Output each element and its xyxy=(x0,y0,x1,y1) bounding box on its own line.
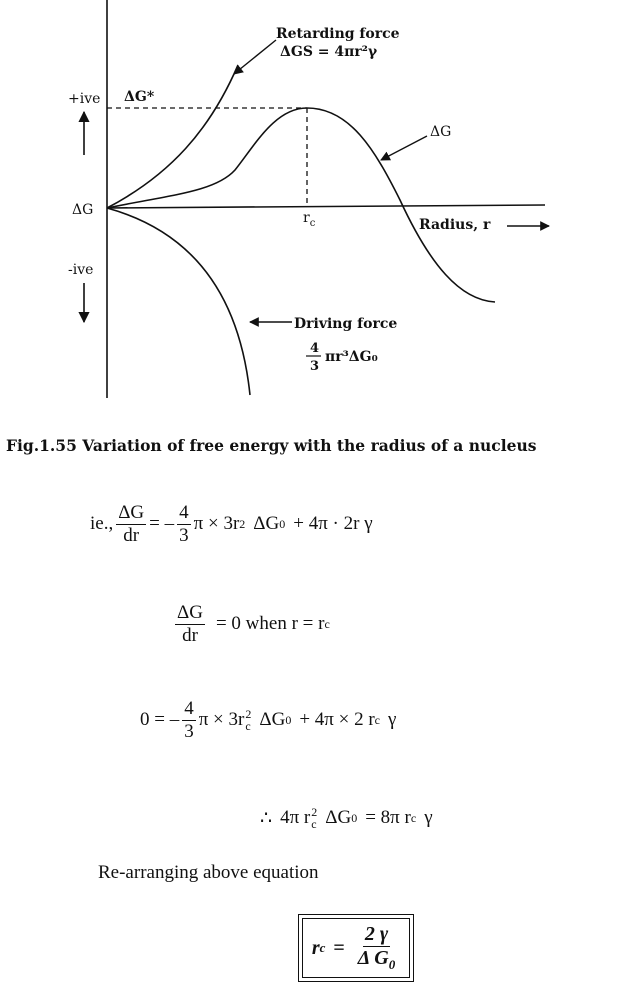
eq3-frac-num: 4 xyxy=(184,698,194,719)
eq4-term4: γ xyxy=(424,807,433,828)
result-den xyxy=(356,947,397,973)
result-lhs-sub: c xyxy=(319,940,326,955)
eq1-fraction xyxy=(177,502,191,547)
free-energy-figure xyxy=(0,0,630,430)
eq4-term2: ΔG xyxy=(325,807,352,828)
eq1-term1: π × 3r xyxy=(193,513,240,535)
eq3-term1-scripts xyxy=(245,708,251,732)
retarding-formula: ΔGS = 4πr²γ xyxy=(280,44,378,60)
eq1-sign: = – xyxy=(149,513,175,535)
eq4-term1-sup: 2 xyxy=(311,805,318,819)
eq1-frac-den: 3 xyxy=(179,524,189,546)
eq2-rest-sub: c xyxy=(324,616,330,631)
equation-4 xyxy=(260,806,433,830)
delta-g-axis-label: ΔG xyxy=(72,202,94,218)
driving-title: Driving force xyxy=(294,316,398,332)
equation-3 xyxy=(140,698,396,743)
eq4-term3: = 8π r xyxy=(365,807,411,828)
plus-label: +ive xyxy=(68,91,101,107)
eq2-fraction xyxy=(175,602,205,647)
rearranging-text: Re-arranging above equation xyxy=(98,862,319,883)
retarding-force-curve xyxy=(107,65,238,208)
retarding-title: Retarding force xyxy=(276,26,400,42)
eq1-lhs-den: dr xyxy=(123,524,140,546)
result-eq: = xyxy=(333,936,345,959)
eq3-term3: + 4π × 2 r xyxy=(299,709,375,731)
eq4-term1: 4π r xyxy=(280,807,311,828)
result-lhs: r xyxy=(311,936,320,959)
eq1-term3: + 4π · 2r γ xyxy=(293,513,373,535)
result-box-inner xyxy=(302,918,410,978)
delta-g-arrow xyxy=(381,136,427,160)
eq4-term1-sub: c xyxy=(311,817,317,831)
eq1-term1-sup: 2 xyxy=(239,516,246,531)
result-num: 2 γ xyxy=(364,923,389,946)
minus-label: -ive xyxy=(68,262,94,278)
eq1-lhs-fraction xyxy=(116,502,146,547)
eq4-term2-sub: 0 xyxy=(351,810,358,825)
delta-g-star-label: ΔG* xyxy=(124,89,155,105)
retarding-arrow xyxy=(234,40,276,74)
driving-frac-den: 3 xyxy=(310,359,320,374)
driving-force-curve xyxy=(107,208,250,395)
eq1-term2-sub: 0 xyxy=(279,516,286,531)
driving-formula: πr³ΔG₀ xyxy=(325,349,378,365)
eq2-den: dr xyxy=(182,624,198,646)
eq1-lhs-num: ΔG xyxy=(118,502,145,523)
radius-axis xyxy=(107,205,545,208)
eq1-frac-num: 4 xyxy=(179,502,189,523)
eq1-term2: ΔG xyxy=(253,513,280,535)
result-fraction xyxy=(356,923,397,973)
eq4-term1-scripts xyxy=(311,806,317,830)
delta-g-curve-label: ΔG xyxy=(430,124,452,140)
rc-label: $r_c$ xyxy=(303,210,316,229)
eq2-rest: = 0 when r = r xyxy=(215,613,325,635)
eq4-term3-sub: c xyxy=(410,810,417,825)
eq3-fraction xyxy=(182,698,196,743)
equation-2 xyxy=(172,602,330,647)
driving-frac-num: 4 xyxy=(310,341,320,356)
eq2-num: ΔG xyxy=(177,602,203,623)
eq3-lhs: 0 = – xyxy=(140,709,180,731)
eq3-term1-sup: 2 xyxy=(245,707,252,722)
figure-caption: Fig.1.55 Variation of free energy with the radius of a nucleus xyxy=(6,436,537,455)
result-den-text: Δ G xyxy=(357,947,389,970)
radius-label: Radius, r xyxy=(419,217,491,233)
eq1-prefix: ie., xyxy=(90,513,114,535)
therefore-symbol: ∴ xyxy=(260,807,273,829)
result-box xyxy=(298,914,414,982)
equation-1 xyxy=(90,502,373,547)
eq3-term2: ΔG xyxy=(259,709,286,731)
eq3-term2-sub: 0 xyxy=(285,712,292,727)
result-den-sub: 0 xyxy=(388,957,396,973)
eq3-term1: π × 3r xyxy=(198,709,245,731)
eq3-term3-sub: c xyxy=(374,712,380,727)
eq3-term1-sub: c xyxy=(245,719,251,734)
eq3-term4: γ xyxy=(388,709,397,731)
eq3-frac-den: 3 xyxy=(184,720,194,742)
